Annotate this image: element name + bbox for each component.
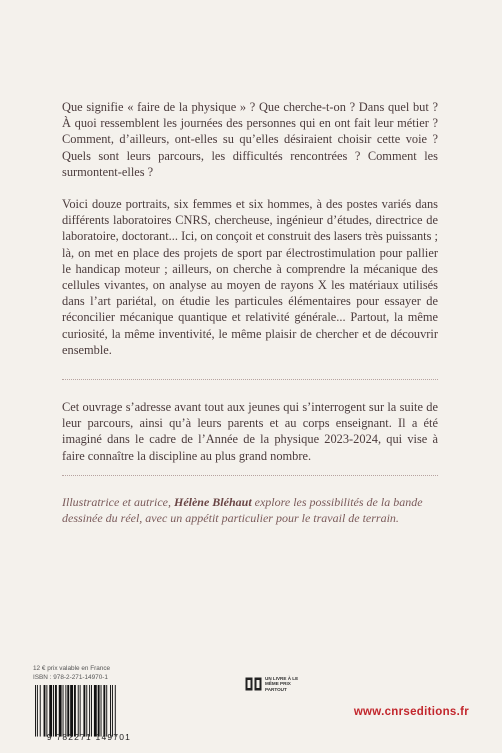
barcode-bar (46, 685, 47, 737)
author-bio-suffix: explore les possibilités de la bande dessinée du réel, avec un appétit particulier pour le travail de terrain. (62, 495, 423, 525)
barcode-bar (94, 685, 97, 737)
barcode-bar (98, 685, 100, 737)
barcode-bar (103, 685, 105, 737)
barcode-bar (67, 685, 69, 737)
author-bio-prefix: Illustratrice et autrice, (62, 495, 174, 509)
barcode-bar (70, 685, 73, 737)
barcode-bar (89, 685, 90, 737)
book-icon (245, 677, 262, 691)
barcode-bar (55, 685, 57, 737)
barcode-bar (80, 685, 81, 737)
barcode-bar (65, 685, 66, 737)
barcode-bar (115, 685, 116, 737)
audience-paragraph: Cet ouvrage s’adresse avant tout aux jeunes qui s’interrogent sur la suite de leur parcours, ainsi qu’à leurs parents et au corps enseignant. Il a été imaginé dans le cadre de l’Année de la physique 2023-2024, qui vise à faire connaître la discipline au plus grand nombre. (62, 400, 438, 463)
barcode-bar (59, 685, 62, 737)
isbn-barcode (33, 685, 145, 739)
portraits-paragraph: Voici douze portraits, six femmes et six hommes, à des postes variés dans différents laboratoires CNRS, chercheuse, ingénieur d’études, directrice de laboratoire, doctorant... Ici, on conçoit et construit des lasers très puissants ; là, on met en place des projets de sport par électrostimulation pour pallier le handicap moteur ; ailleurs, on cherche à comprendre la mécanique des cellules vivantes, on analyse au moyen de rayons X les matériaux utilisés dans l’art pariétal, on étudie les particules élémentaires pour essayer de réconcilier mécanique quantique et relativité générale... Partout, la même curiosité, la même inventivité, le même plaisir de chercher et de découvrir ensemble. (62, 197, 438, 357)
intro-paragraph: Que signifie « faire de la physique » ? Que cherche-t-on ? Dans quel but ? À quoi ressemblent les journées des personnes qui en ont fait leur métier ? Comment, d’ailleurs, ont-elles su qu’elles désiraient choisir cette voie ? Quels sont leurs parcours, les difficultés rencontrées ? Comment les surmontent-elles ? (62, 100, 438, 179)
barcode-bar (106, 685, 107, 737)
barcode-bar (112, 685, 113, 737)
barcode-bar (78, 685, 79, 737)
livre-meme-prix-logo (245, 676, 305, 692)
barcode-bar (91, 685, 92, 737)
barcode-bar (110, 685, 111, 737)
barcode-bar (101, 685, 102, 737)
barcode-bar (86, 685, 87, 737)
barcode-bar (40, 685, 41, 737)
divider (62, 475, 438, 476)
author-bio (62, 494, 438, 526)
isbn-line: ISBN : 978-2-271-14970-1 (33, 674, 108, 681)
price-info (33, 664, 110, 682)
barcode-digits: 9 782271 149701 (46, 732, 132, 742)
price-line: 12 € prix valable en France (33, 665, 111, 672)
barcode-bar (35, 685, 36, 737)
barcode-bar (37, 685, 38, 737)
publisher-website[interactable]: www.cnrseditions.fr (353, 706, 469, 718)
livre-meme-prix-label: UN LIVRE À LE MÊME PRIX PARTOUT (265, 676, 299, 692)
author-name: Hélène Bléhaut (173, 495, 252, 509)
barcode-bar (53, 685, 54, 737)
barcode-bar (83, 685, 85, 737)
barcode-bar (63, 685, 64, 737)
divider (62, 379, 438, 380)
barcode-bar (49, 685, 52, 737)
barcode-bar (74, 685, 76, 737)
barcode-bar (44, 685, 46, 737)
